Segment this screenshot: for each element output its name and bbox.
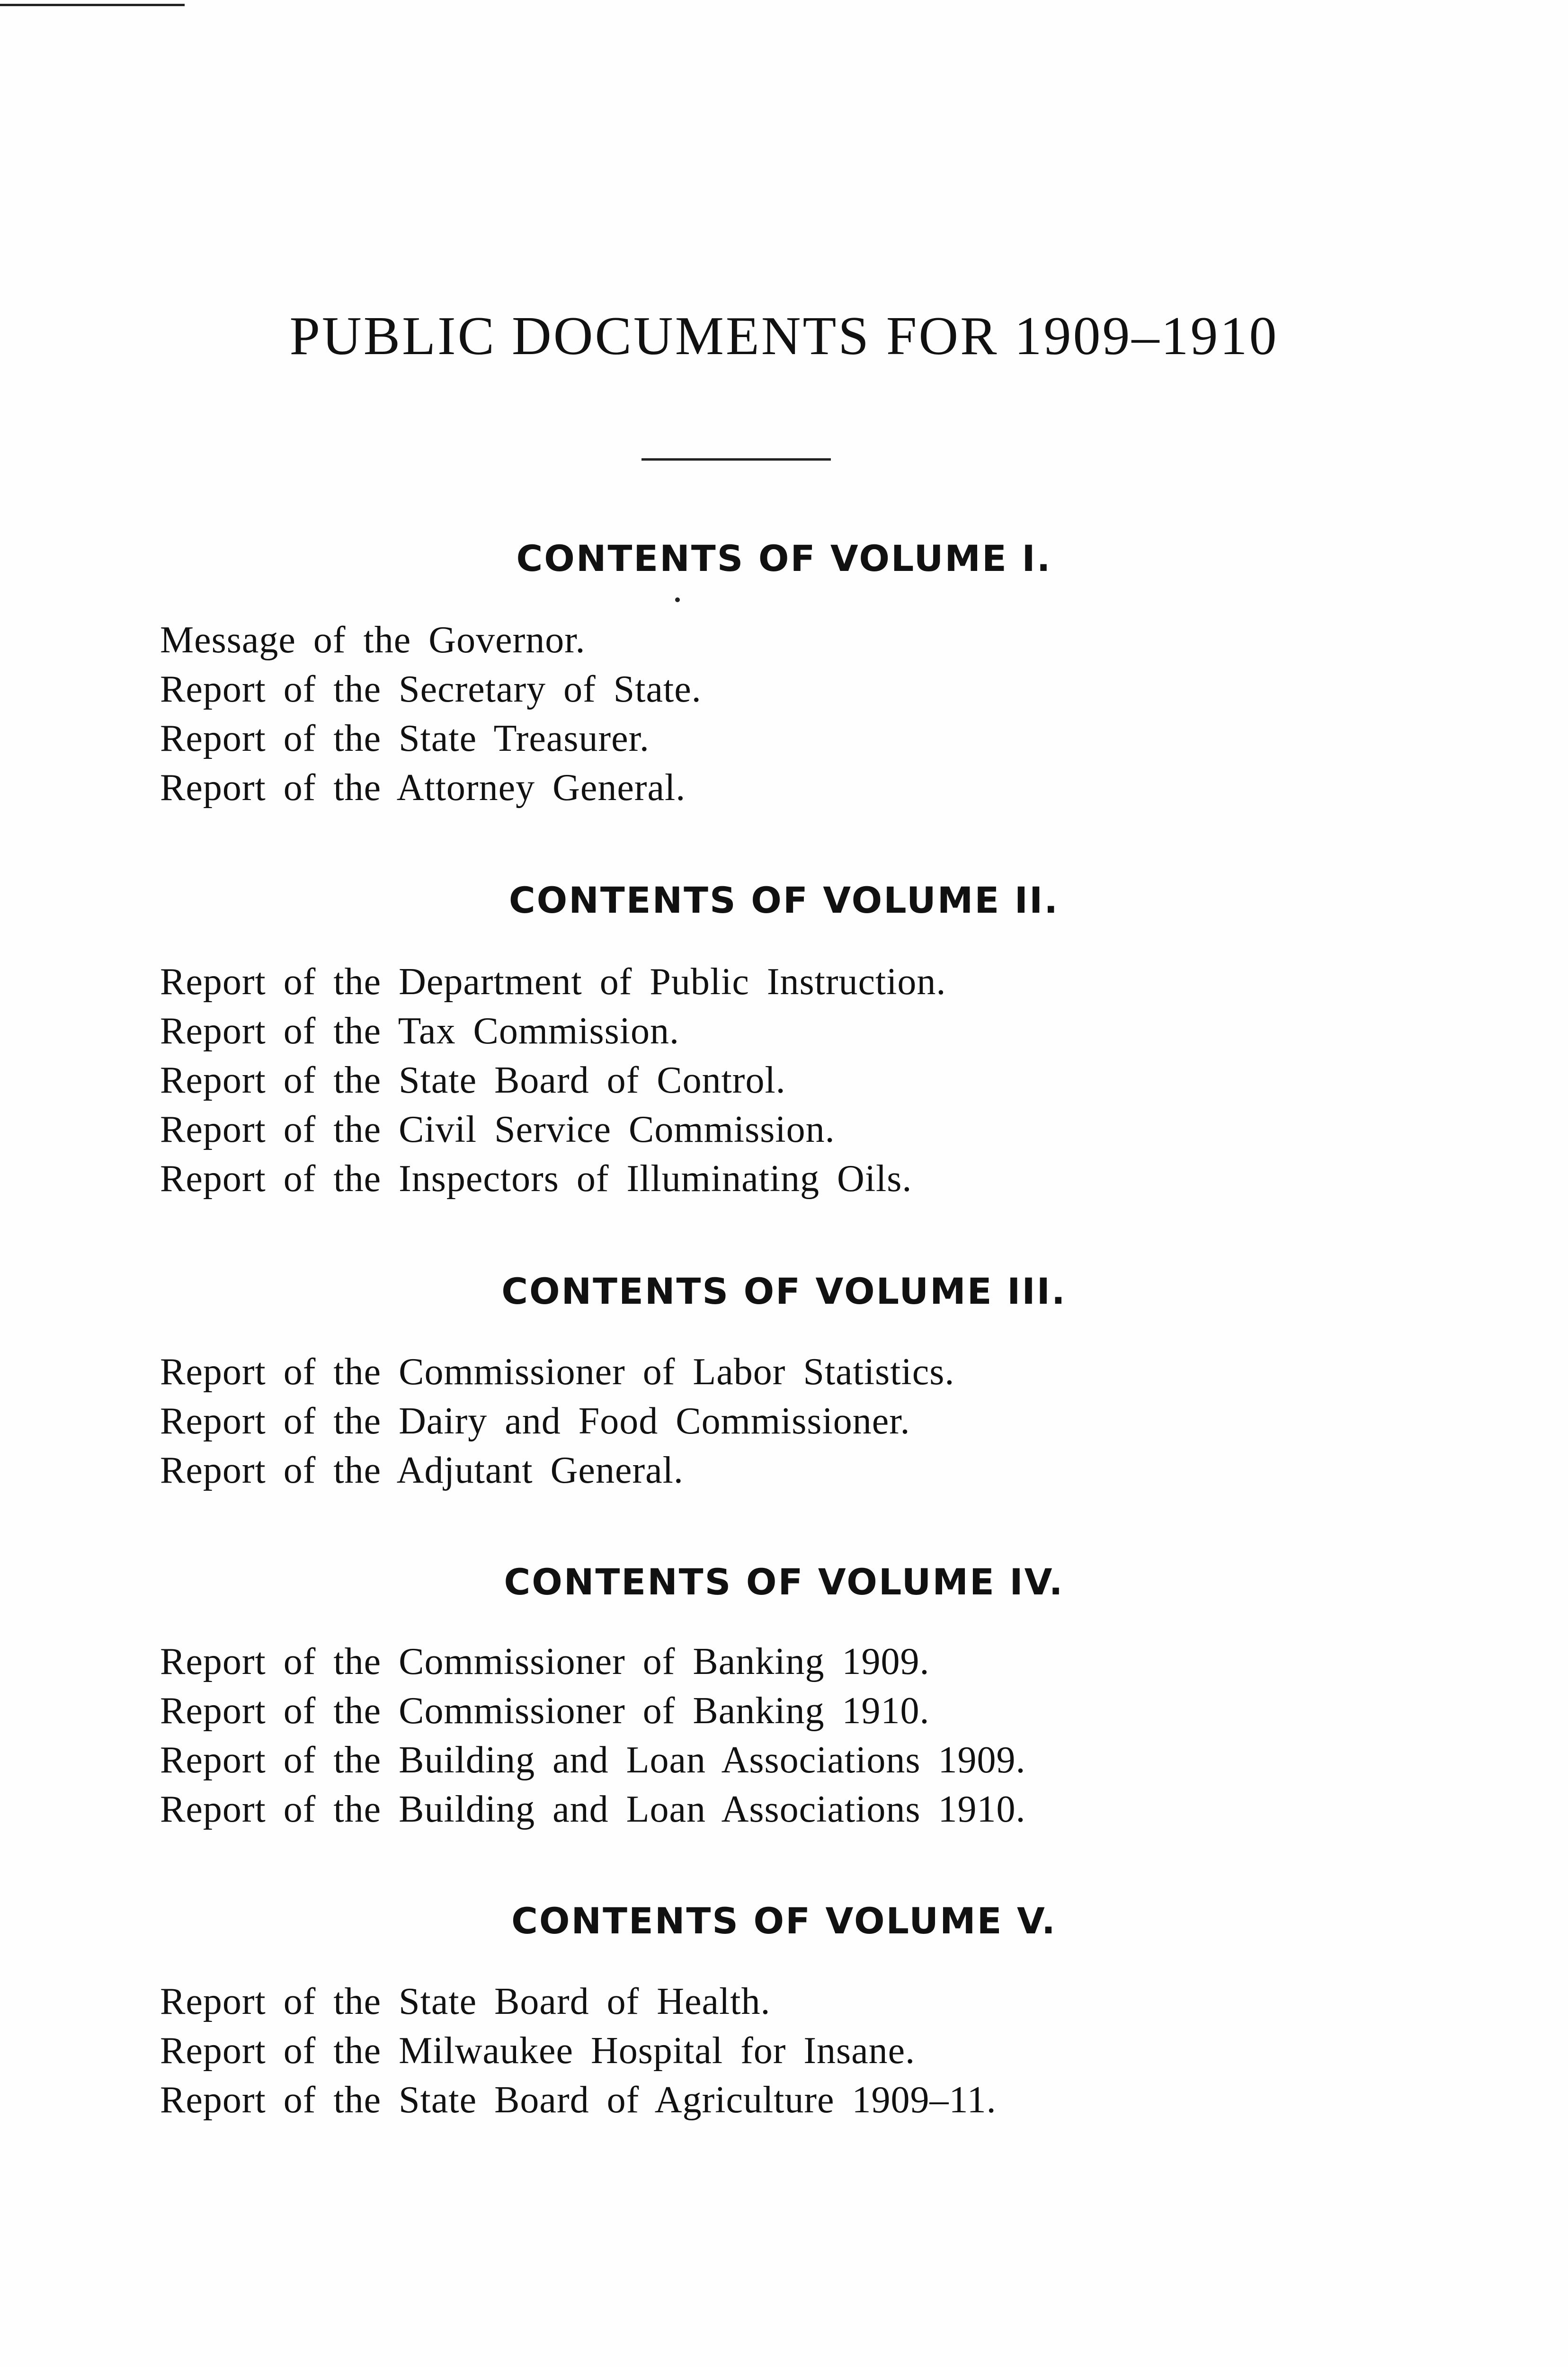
list-item: Report of the Commissioner of Banking 1910.	[160, 1690, 930, 1732]
volume-5-heading: CONTENTS OF VOLUME V.	[511, 1900, 1057, 1942]
list-item: Report of the Secretary of State.	[160, 668, 702, 710]
list-item: Report of the Commissioner of Labor Statistics.	[160, 1351, 955, 1393]
top-edge-rule	[0, 4, 185, 6]
list-item: Report of the Adjutant General.	[160, 1450, 684, 1491]
list-item: Report of the Inspectors of Illuminating Oils.	[160, 1158, 912, 1200]
list-item: Report of the Milwaukee Hospital for Insane.	[160, 2030, 916, 2072]
list-item: Report of the Building and Loan Associations 1910.	[160, 1789, 1026, 1830]
list-item: Report of the State Board of Agriculture 1909–11.	[160, 2079, 997, 2121]
list-item: Report of the State Treasurer.	[160, 718, 650, 759]
volume-2-contents	[160, 957, 946, 1203]
volume-1-contents	[160, 615, 702, 812]
ornament-dot	[675, 597, 680, 602]
volume-4-contents	[160, 1637, 1025, 1834]
volume-4-heading: CONTENTS OF VOLUME IV.	[504, 1561, 1064, 1603]
volume-1-heading: CONTENTS OF VOLUME I.	[516, 537, 1052, 579]
list-item: Report of the Dairy and Food Commissioner.	[160, 1400, 910, 1442]
list-item: Report of the Commissioner of Banking 1909.	[160, 1641, 930, 1682]
list-item: Report of the State Board of Health.	[160, 1981, 771, 2022]
list-item: Report of the State Board of Control.	[160, 1059, 786, 1101]
list-item: Report of the Department of Public Instruction.	[160, 961, 946, 1003]
volume-5-contents	[160, 1977, 997, 2125]
list-item: Report of the Tax Commission.	[160, 1010, 679, 1052]
title-divider	[641, 458, 831, 461]
volume-3-contents	[160, 1347, 954, 1495]
page-title: PUBLIC DOCUMENTS FOR 1909–1910	[289, 306, 1279, 366]
list-item: Report of the Attorney General.	[160, 767, 686, 809]
volume-2-heading: CONTENTS OF VOLUME II.	[508, 879, 1060, 921]
list-item: Report of the Civil Service Commission.	[160, 1109, 835, 1150]
volume-3-heading: CONTENTS OF VOLUME III.	[501, 1270, 1067, 1312]
list-item: Message of the Governor.	[160, 619, 586, 661]
list-item: Report of the Building and Loan Associations 1909.	[160, 1739, 1026, 1781]
